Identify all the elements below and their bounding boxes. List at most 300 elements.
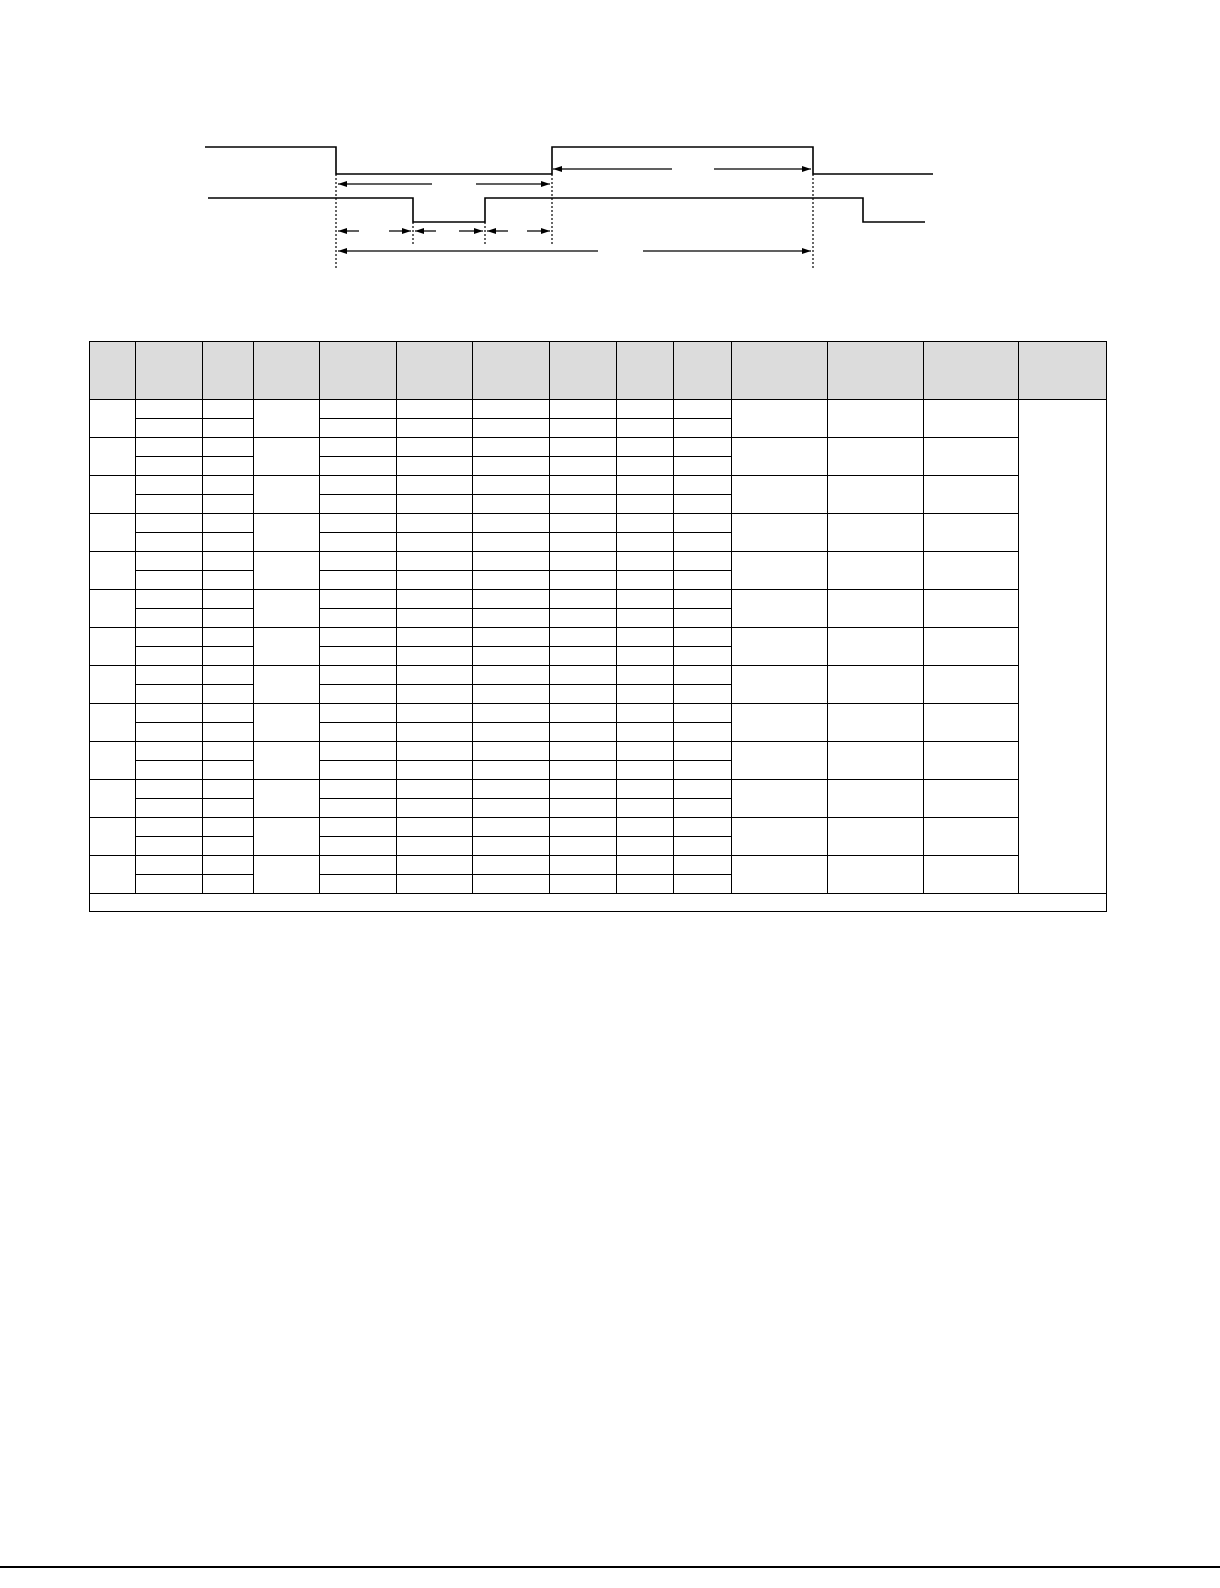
page-bottom-rule	[0, 1566, 1220, 1568]
merged-cell	[828, 856, 924, 894]
table-cell	[617, 514, 674, 533]
merged-cell	[732, 742, 828, 780]
table-cell	[397, 704, 473, 723]
table-cell	[320, 723, 397, 742]
table-row	[90, 400, 1107, 419]
table-cell	[473, 476, 550, 495]
table-row	[90, 514, 1107, 533]
table-cell	[674, 400, 732, 419]
table-cell	[550, 457, 617, 476]
table-cell	[550, 628, 617, 647]
table-cell	[617, 647, 674, 666]
merged-cell	[732, 514, 828, 552]
table-cell	[397, 552, 473, 571]
row-group-cell	[90, 742, 136, 780]
row-group-cell	[90, 628, 136, 666]
table-cell	[674, 457, 732, 476]
table-cell	[473, 571, 550, 590]
table-cell	[473, 457, 550, 476]
table-cell	[320, 818, 397, 837]
table-cell	[674, 875, 732, 894]
table-cell	[617, 552, 674, 571]
merged-cell	[254, 476, 320, 514]
table-row	[90, 438, 1107, 457]
table-cell	[320, 457, 397, 476]
table-cell	[473, 856, 550, 875]
table-cell	[203, 571, 254, 590]
table-cell	[203, 837, 254, 856]
table-cell	[617, 419, 674, 438]
table-cell	[397, 476, 473, 495]
merged-cell	[732, 818, 828, 856]
table-cell	[320, 495, 397, 514]
table-cell	[397, 457, 473, 476]
merged-cell	[924, 476, 1019, 514]
table-cell	[320, 400, 397, 419]
merged-cell	[924, 590, 1019, 628]
merged-cell	[828, 400, 924, 438]
table-cell	[617, 400, 674, 419]
table-cell	[550, 799, 617, 818]
header-cell	[136, 342, 203, 400]
table-cell	[320, 438, 397, 457]
table-cell	[674, 476, 732, 495]
merged-cell	[254, 514, 320, 552]
merged-cell	[254, 704, 320, 742]
table-cell	[473, 647, 550, 666]
table-cell	[473, 704, 550, 723]
table-cell	[320, 514, 397, 533]
table-cell	[320, 780, 397, 799]
merged-cell	[828, 742, 924, 780]
table-cell	[397, 514, 473, 533]
table-cell	[136, 514, 203, 533]
table-cell	[320, 666, 397, 685]
table-cell	[617, 628, 674, 647]
table-cell	[473, 495, 550, 514]
table-cell	[674, 590, 732, 609]
table-cell	[550, 666, 617, 685]
table-cell	[473, 837, 550, 856]
header-cell	[550, 342, 617, 400]
header-cell	[674, 342, 732, 400]
table-cell	[397, 799, 473, 818]
merged-cell	[828, 780, 924, 818]
table-cell	[136, 609, 203, 628]
table-cell	[550, 419, 617, 438]
header-cell	[397, 342, 473, 400]
table-cell	[550, 685, 617, 704]
table-cell	[397, 742, 473, 761]
table-cell	[203, 628, 254, 647]
table-cell	[320, 704, 397, 723]
table-cell	[473, 723, 550, 742]
table-cell	[203, 685, 254, 704]
table-cell	[550, 704, 617, 723]
table-cell	[550, 552, 617, 571]
merged-cell	[828, 628, 924, 666]
table-cell	[136, 704, 203, 723]
table-cell	[320, 590, 397, 609]
table-cell	[617, 799, 674, 818]
table-cell	[617, 837, 674, 856]
table-cell	[397, 647, 473, 666]
table-cell	[397, 571, 473, 590]
merged-cell	[732, 590, 828, 628]
table-row	[90, 704, 1107, 723]
table-cell	[136, 647, 203, 666]
table-cell	[203, 457, 254, 476]
table-cell	[617, 495, 674, 514]
merged-cell	[254, 590, 320, 628]
table-cell	[136, 628, 203, 647]
table-cell	[136, 438, 203, 457]
header-cell	[924, 342, 1019, 400]
merged-cell	[828, 514, 924, 552]
table-cell	[617, 875, 674, 894]
table-row	[90, 666, 1107, 685]
row-group-cell	[90, 590, 136, 628]
table-body	[90, 400, 1107, 912]
table-cell	[617, 476, 674, 495]
table-cell	[397, 856, 473, 875]
table-cell	[136, 818, 203, 837]
table-cell	[617, 571, 674, 590]
table-cell	[320, 628, 397, 647]
table-cell	[550, 780, 617, 799]
table-cell	[136, 799, 203, 818]
table-cell	[473, 609, 550, 628]
table-cell	[136, 400, 203, 419]
table-cell	[320, 761, 397, 780]
header-cell	[732, 342, 828, 400]
table-cell	[203, 856, 254, 875]
merged-cell	[828, 818, 924, 856]
table-cell	[617, 780, 674, 799]
table-cell	[397, 723, 473, 742]
table-cell	[550, 476, 617, 495]
table-cell	[617, 742, 674, 761]
table-header-row	[90, 342, 1107, 400]
table-cell	[136, 457, 203, 476]
table-cell	[674, 723, 732, 742]
table-cell	[550, 438, 617, 457]
table-cell	[136, 837, 203, 856]
table-cell	[473, 514, 550, 533]
table-cell	[203, 723, 254, 742]
table-cell	[203, 609, 254, 628]
merged-cell	[732, 400, 828, 438]
row-group-cell	[90, 780, 136, 818]
merged-cell	[732, 438, 828, 476]
table-cell	[550, 742, 617, 761]
header-cell	[320, 342, 397, 400]
timing-diagram	[0, 0, 1220, 300]
table-cell	[550, 533, 617, 552]
table-cell	[473, 400, 550, 419]
table-cell	[550, 400, 617, 419]
row-group-cell	[90, 514, 136, 552]
table-cell	[397, 875, 473, 894]
table-cell	[550, 837, 617, 856]
table-cell	[136, 856, 203, 875]
table-cell	[674, 419, 732, 438]
table-cell	[617, 666, 674, 685]
table-cell	[320, 476, 397, 495]
table-cell	[674, 552, 732, 571]
row-group-cell	[90, 666, 136, 704]
spanning-cell	[1019, 400, 1107, 894]
table-cell	[550, 723, 617, 742]
table-cell	[473, 552, 550, 571]
table-cell	[203, 438, 254, 457]
header-cell	[828, 342, 924, 400]
table-row	[90, 590, 1107, 609]
table-cell	[617, 457, 674, 476]
table-row	[90, 628, 1107, 647]
row-group-cell	[90, 818, 136, 856]
timing-table	[89, 341, 1107, 912]
table-cell	[674, 704, 732, 723]
table-cell	[203, 818, 254, 837]
table-cell	[674, 742, 732, 761]
table-cell	[397, 780, 473, 799]
merged-cell	[828, 438, 924, 476]
table-cell	[617, 590, 674, 609]
merged-cell	[732, 704, 828, 742]
table-cell	[203, 419, 254, 438]
table-cell	[203, 552, 254, 571]
table-cell	[320, 799, 397, 818]
table-cell	[397, 818, 473, 837]
table-cell	[203, 590, 254, 609]
row-group-cell	[90, 438, 136, 476]
merged-cell	[924, 666, 1019, 704]
table-row	[90, 856, 1107, 875]
header-cell	[1019, 342, 1107, 400]
table-cell	[473, 742, 550, 761]
table-cell	[397, 495, 473, 514]
signal-a-waveform	[205, 147, 933, 174]
merged-cell	[732, 628, 828, 666]
table-cell	[473, 533, 550, 552]
table-cell	[617, 761, 674, 780]
table-cell	[136, 533, 203, 552]
merged-cell	[924, 780, 1019, 818]
table-cell	[203, 875, 254, 894]
table-cell	[473, 590, 550, 609]
merged-cell	[828, 552, 924, 590]
table-cell	[473, 818, 550, 837]
table-cell	[320, 419, 397, 438]
merged-cell	[254, 856, 320, 894]
table-cell	[617, 685, 674, 704]
table-cell	[136, 552, 203, 571]
table-cell	[136, 875, 203, 894]
table-cell	[473, 780, 550, 799]
table-cell	[203, 495, 254, 514]
table-cell	[320, 856, 397, 875]
table-cell	[397, 837, 473, 856]
merged-cell	[732, 666, 828, 704]
header-cell	[90, 342, 136, 400]
table-cell	[397, 533, 473, 552]
table-cell	[397, 400, 473, 419]
table-cell	[674, 799, 732, 818]
merged-cell	[924, 742, 1019, 780]
merged-cell	[828, 476, 924, 514]
merged-cell	[732, 856, 828, 894]
header-cell	[617, 342, 674, 400]
table-cell	[674, 571, 732, 590]
table-cell	[203, 780, 254, 799]
table-cell	[617, 723, 674, 742]
table-row	[90, 476, 1107, 495]
table-cell	[674, 666, 732, 685]
table-cell	[674, 628, 732, 647]
table-cell	[203, 799, 254, 818]
header-cell	[254, 342, 320, 400]
signal-b-waveform	[208, 198, 925, 222]
merged-cell	[828, 704, 924, 742]
table-cell	[674, 856, 732, 875]
table-cell	[473, 875, 550, 894]
table-cell	[320, 875, 397, 894]
table-cell	[397, 419, 473, 438]
table-cell	[617, 609, 674, 628]
table-cell	[203, 761, 254, 780]
row-group-cell	[90, 552, 136, 590]
table-cell	[203, 514, 254, 533]
table-cell	[617, 533, 674, 552]
table-row	[90, 742, 1107, 761]
table-cell	[136, 723, 203, 742]
table-cell	[550, 875, 617, 894]
merged-cell	[924, 628, 1019, 666]
table-cell	[550, 495, 617, 514]
table-cell	[397, 609, 473, 628]
table-cell	[203, 533, 254, 552]
table-cell	[136, 742, 203, 761]
table-cell	[550, 818, 617, 837]
merged-cell	[254, 780, 320, 818]
table-cell	[550, 571, 617, 590]
table-cell	[397, 628, 473, 647]
merged-cell	[924, 514, 1019, 552]
merged-cell	[924, 856, 1019, 894]
merged-cell	[732, 780, 828, 818]
table-cell	[320, 552, 397, 571]
table-cell	[473, 438, 550, 457]
table-note-row	[90, 894, 1107, 912]
table-cell	[550, 590, 617, 609]
table-cell	[136, 476, 203, 495]
merged-cell	[254, 552, 320, 590]
table-cell	[136, 590, 203, 609]
table-cell	[397, 666, 473, 685]
table-cell	[136, 571, 203, 590]
table-row	[90, 780, 1107, 799]
table-cell	[550, 856, 617, 875]
table-cell	[674, 533, 732, 552]
merged-cell	[254, 400, 320, 438]
merged-cell	[254, 742, 320, 780]
merged-cell	[732, 476, 828, 514]
table-cell	[320, 742, 397, 761]
table-cell	[203, 704, 254, 723]
table-cell	[674, 761, 732, 780]
merged-cell	[924, 552, 1019, 590]
table-cell	[473, 761, 550, 780]
table-cell	[473, 628, 550, 647]
table-cell	[320, 533, 397, 552]
row-group-cell	[90, 400, 136, 438]
table-cell	[674, 514, 732, 533]
table-cell	[136, 495, 203, 514]
table-row	[90, 818, 1107, 837]
table-cell	[203, 742, 254, 761]
table-cell	[674, 647, 732, 666]
row-group-cell	[90, 476, 136, 514]
table-cell	[550, 514, 617, 533]
merged-cell	[924, 438, 1019, 476]
table-cell	[136, 761, 203, 780]
table-cell	[473, 799, 550, 818]
merged-cell	[924, 400, 1019, 438]
table-note-cell	[90, 894, 1107, 912]
table-cell	[674, 837, 732, 856]
table-cell	[320, 571, 397, 590]
table-cell	[136, 685, 203, 704]
table-cell	[550, 609, 617, 628]
merged-cell	[254, 666, 320, 704]
table-cell	[136, 780, 203, 799]
table-cell	[397, 761, 473, 780]
table-cell	[136, 666, 203, 685]
table-cell	[397, 685, 473, 704]
table-cell	[320, 609, 397, 628]
table-cell	[674, 609, 732, 628]
table-cell	[397, 590, 473, 609]
table-cell	[473, 666, 550, 685]
table-cell	[617, 856, 674, 875]
table-row	[90, 552, 1107, 571]
table-cell	[550, 647, 617, 666]
table-cell	[203, 647, 254, 666]
table-cell	[320, 837, 397, 856]
table-cell	[320, 647, 397, 666]
table-cell	[320, 685, 397, 704]
table-cell	[136, 419, 203, 438]
table-cell	[203, 400, 254, 419]
header-cell	[473, 342, 550, 400]
table-cell	[397, 438, 473, 457]
table-cell	[674, 685, 732, 704]
table-cell	[550, 761, 617, 780]
merged-cell	[828, 590, 924, 628]
table-cell	[203, 476, 254, 495]
merged-cell	[924, 704, 1019, 742]
merged-cell	[732, 552, 828, 590]
table-cell	[203, 666, 254, 685]
table-cell	[473, 419, 550, 438]
table-cell	[473, 685, 550, 704]
row-group-cell	[90, 856, 136, 894]
merged-cell	[924, 818, 1019, 856]
merged-cell	[828, 666, 924, 704]
table-cell	[674, 495, 732, 514]
merged-cell	[254, 818, 320, 856]
